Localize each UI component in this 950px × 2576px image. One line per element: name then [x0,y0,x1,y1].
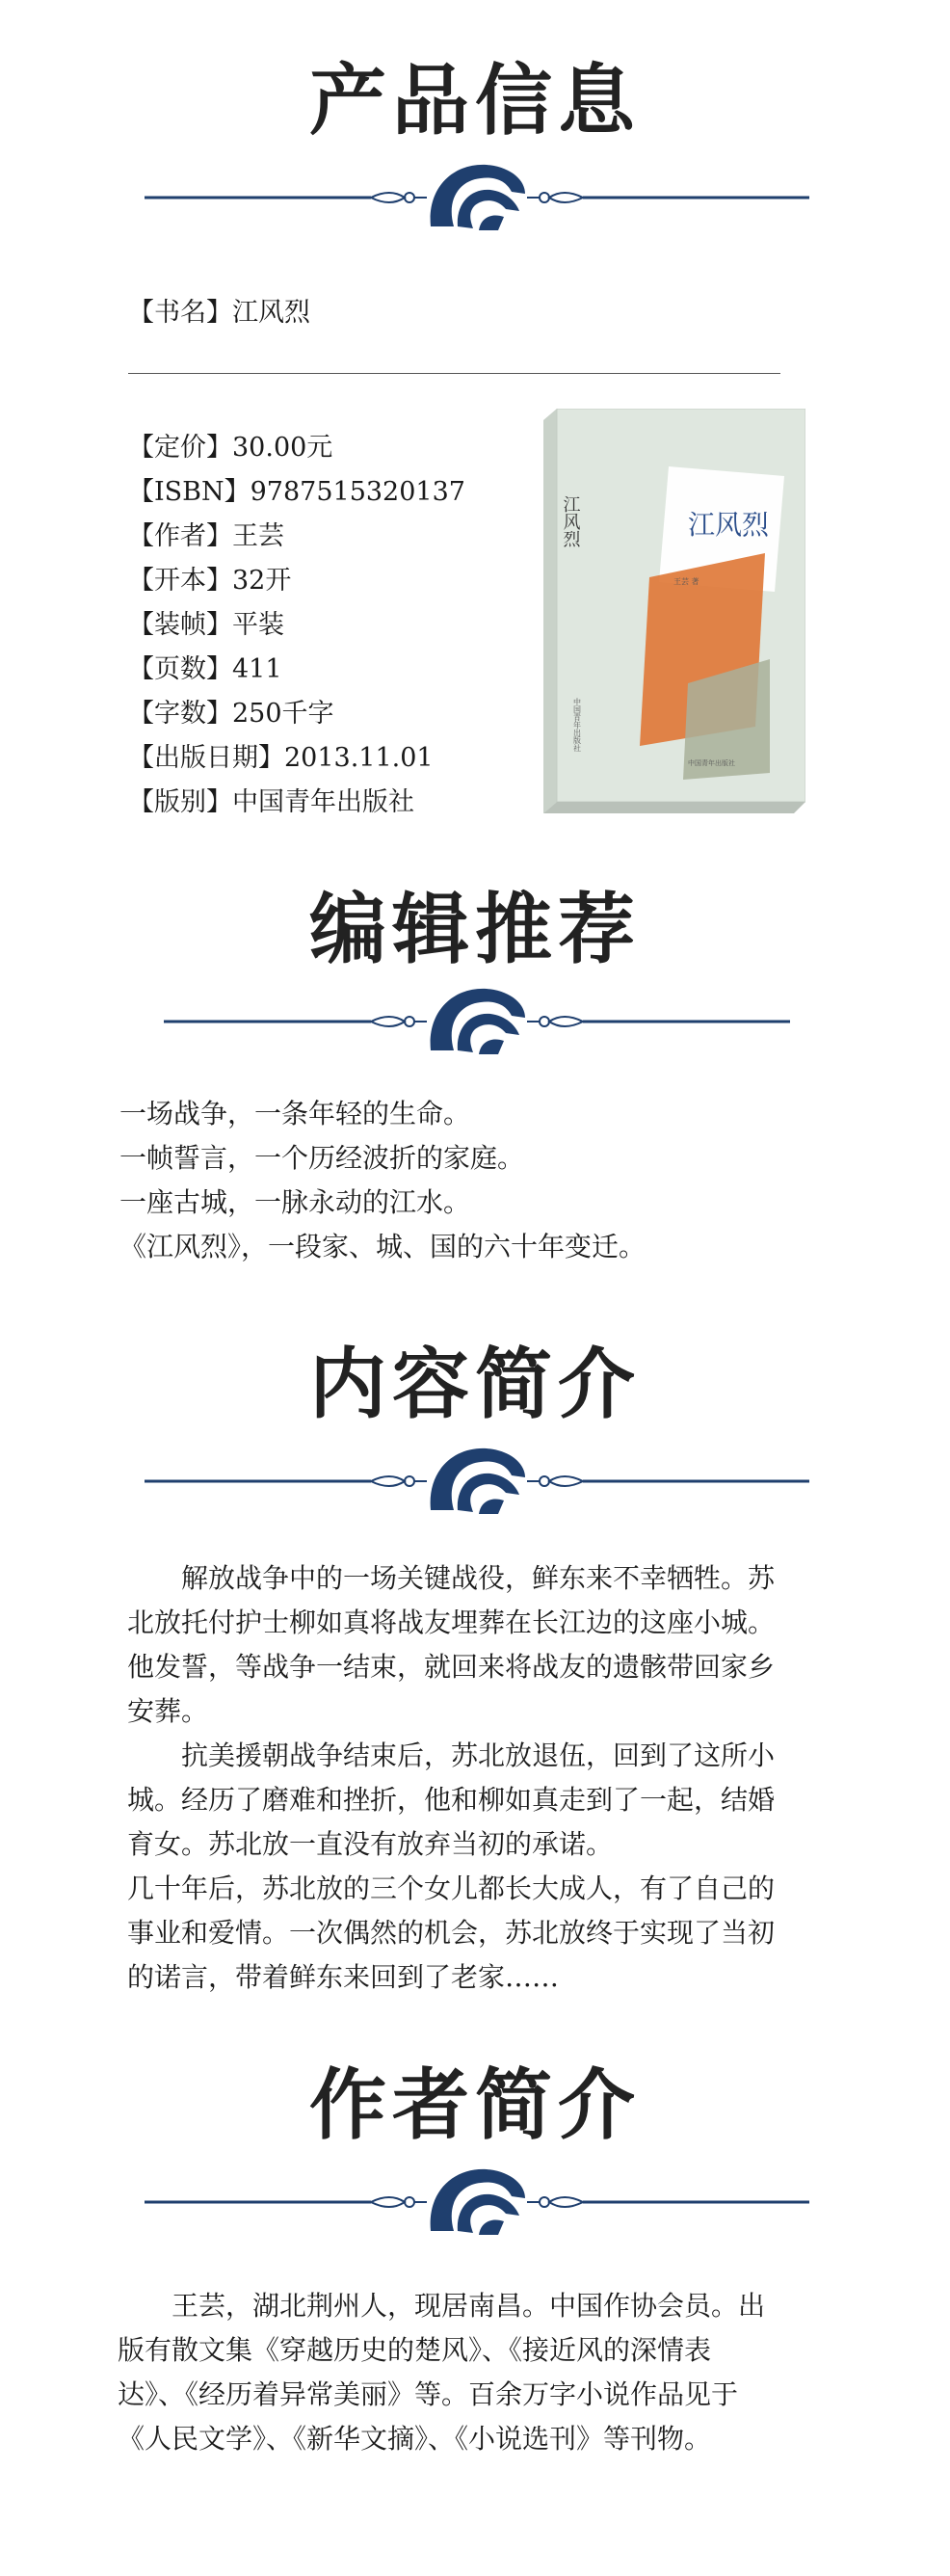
ornament-divider [145,2164,809,2241]
recommend-line: 一场战争，一条年轻的生命。 [119,1098,471,1129]
content-line: 安葬。 [127,1695,209,1727]
recommend-line: 一帧誓言，一个历经波折的家庭。 [119,1142,525,1174]
recommend-text [119,1092,852,1269]
book-cover-image [543,409,805,813]
eagle-ornament-icon [164,983,790,1060]
recommend-line: 《江风烈》，一段家、城、国的六十年变迁。 [119,1231,647,1262]
ornament-divider [145,159,809,236]
section-title-product-info: 产品信息 [309,56,641,146]
section-title-editor-recommend: 编辑推荐 [309,885,641,974]
cover-front-title: 江风烈 [688,509,770,541]
content-line: 几十年后，苏北放的三个女儿都长大成人，有了自己的 [127,1872,776,1904]
section-title-content-intro: 内容简介 [309,1340,641,1429]
author-line: 王芸，湖北荆州人，现居南昌。中国作协会员。出 [118,2290,766,2322]
author-line: 版有散文集《穿越历史的楚风》、《接近风的深情表 [118,2334,712,2366]
field-author: 【作者】王芸 [128,521,284,551]
content-line: 育女。苏北放一直没有放弃当初的承诺。 [127,1828,614,1860]
content-line: 他发誓，等战争一结束，就回来将战友的遗骸带回家乡 [127,1651,776,1683]
eagle-ornament-icon [145,1443,809,1520]
cover-publisher: 中国青年出版社 [572,698,582,752]
section-title-author-intro: 作者简介 [309,2060,641,2150]
content-line: 城。经历了磨难和挫折，他和柳如真走到了一起，结婚 [127,1784,776,1816]
ornament-divider [145,1443,809,1520]
ornament-divider [164,983,790,1060]
content-line: 事业和爱情。一次偶然的机会，苏北放终于实现了当初 [127,1917,776,1949]
content-line: 北放托付护士柳如真将战友埋葬在长江边的这座小城。 [127,1607,776,1638]
cover-author: 王芸 著 [673,577,699,586]
recommend-line: 一座古城，一脉永动的江水。 [119,1186,471,1218]
eagle-ornament-icon [145,2164,809,2241]
info-separator [128,373,780,374]
content-line: 解放战争中的一场关键战役，鲜东来不幸牺牲。苏 [127,1562,776,1594]
field-wordcount: 【字数】250千字 [128,699,334,729]
author-line: 《人民文学》、《新华文摘》、《小说选刊》等刊物。 [118,2423,712,2455]
content-line: 的诺言，带着鲜东来回到了老家…… [127,1961,560,1993]
cover-publisher-bottom: 中国青年出版社 [688,759,735,767]
field-isbn: 【ISBN】9787515320137 [128,477,465,507]
field-pages: 【页数】411 [128,654,282,684]
author-intro-text [118,2284,850,2461]
content-intro-text [127,1556,859,2000]
book-title-line: 【书名】江风烈 [128,298,310,328]
field-format: 【开本】32开 [128,566,292,596]
field-binding: 【装帧】平装 [128,610,284,640]
field-pubdate: 【出版日期】2013.11.01 [128,743,434,773]
cover-spine-title: 江风烈 [560,495,581,547]
eagle-ornament-icon [145,159,809,236]
author-line: 达》、《经历着异常美丽》等。百余万字小说作品见于 [118,2378,739,2410]
content-line: 抗美援朝战争结束后，苏北放退伍，回到了这所小 [127,1739,776,1771]
field-publisher: 【版别】中国青年出版社 [128,787,414,817]
field-price: 【定价】30.00元 [128,433,333,463]
